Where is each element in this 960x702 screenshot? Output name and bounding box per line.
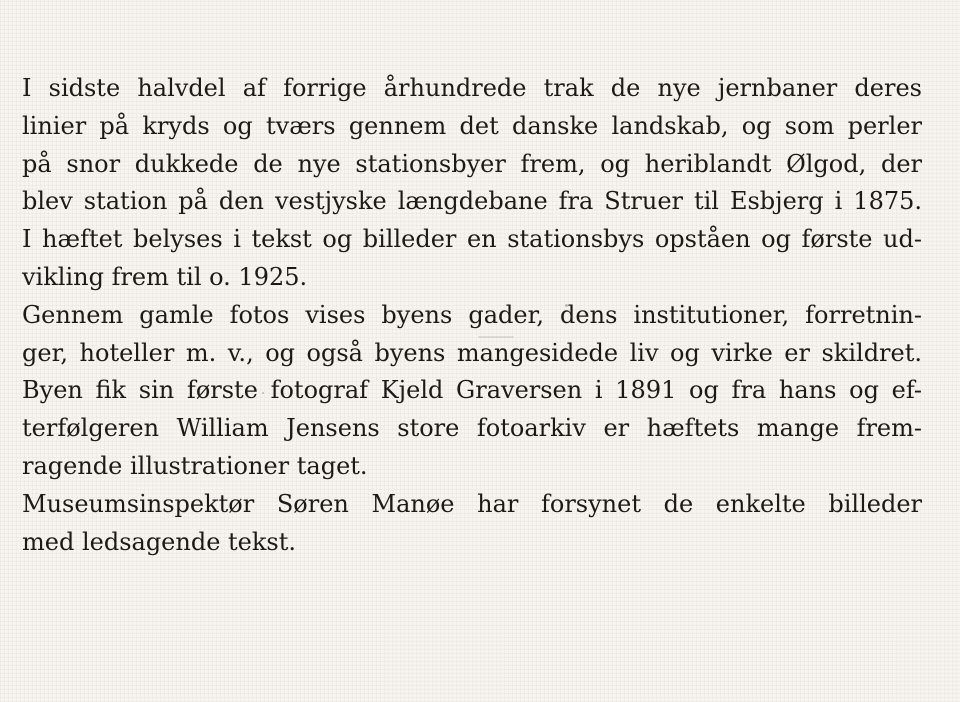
paper-speck xyxy=(262,392,264,394)
text-line-12: Museumsinspektør Søren Manøe har forsynet de enkelte billeder xyxy=(22,489,922,518)
text-line-5: I hæftet belyses i tekst og billeder en stationsbys opståen og første ud- xyxy=(22,225,922,254)
paper-speck xyxy=(565,304,568,307)
text-line-3: på snor dukkede de nye stationsbyer frem, og heriblandt Ølgod, der xyxy=(22,149,922,178)
text-line-2: linier på kryds og tværs gennem det danske landskab, og som perler xyxy=(22,111,922,140)
text-line-6: vikling frem til o. 1925. xyxy=(22,262,308,291)
text-line-10: terfølgeren William Jensens store fotoarkiv er hæftets mange frem- xyxy=(22,414,922,443)
text-line-11: ragende illustrationer taget. xyxy=(22,451,368,480)
text-line-7: Gennem gamle fotos vises byens gader, dens institutioner, forretnin- xyxy=(22,300,922,329)
paper-speck xyxy=(478,336,514,338)
text-line-13: med ledsagende tekst. xyxy=(22,527,297,556)
text-line-1: I sidste halvdel af forrige århundrede trak de nye jernbaner deres xyxy=(22,74,922,102)
text-line-4: blev station på den vestjyske længdebane fra Struer til Esbjerg i 1875. xyxy=(22,187,922,216)
text-line-8: ger, hoteller m. v., og også byens mangesidede liv og virke er skildret. xyxy=(22,338,922,367)
text-line-9: Byen fik sin første fotograf Kjeld Graversen i 1891 og fra hans og ef- xyxy=(22,376,922,405)
text-block xyxy=(22,70,922,561)
